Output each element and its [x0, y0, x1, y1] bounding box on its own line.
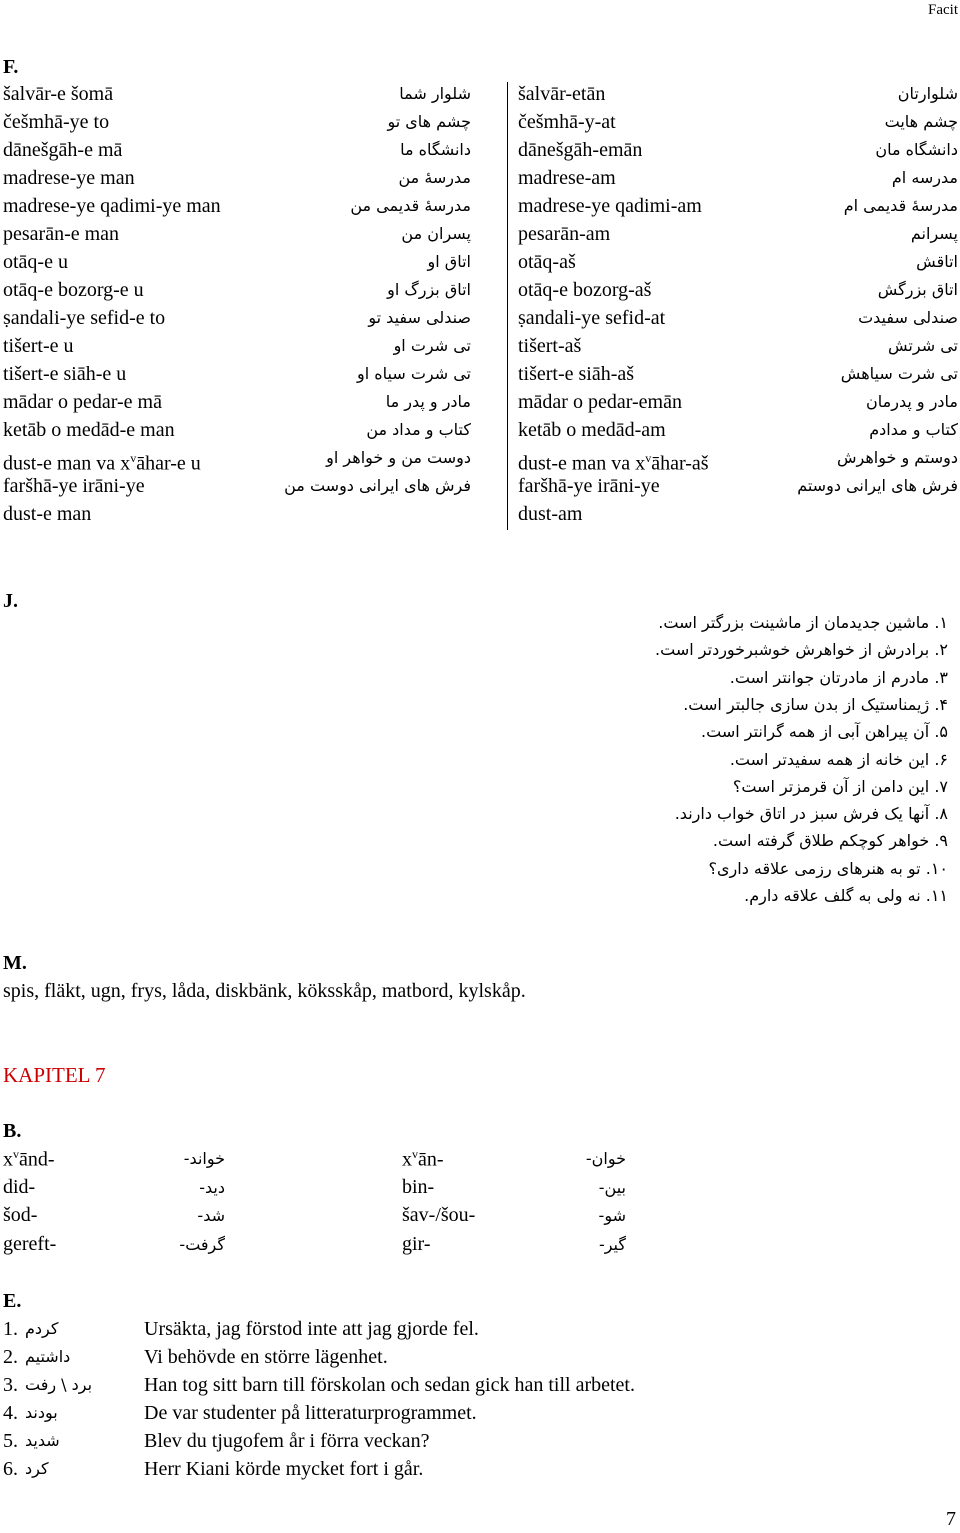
f-right-row [518, 248, 958, 276]
b-present-stem-latin [402, 1147, 444, 1172]
f-right-row [518, 304, 958, 332]
j-sentence: ۱۱. نه ولی به گلف علاقه دارم. [744, 886, 948, 905]
f-right-row [518, 500, 958, 528]
e-row [3, 1343, 763, 1371]
f-left-row [3, 472, 471, 500]
f-right-row [518, 276, 958, 304]
b-present-stem-persian: خوان- [585, 1149, 626, 1168]
f-left-latin-main: otāq-e u [3, 251, 68, 273]
f-left-row [3, 444, 471, 475]
f-right-persian: اتاق بزرگش [877, 280, 958, 299]
column-divider [507, 82, 508, 530]
f-left-latin-sup: v [130, 451, 137, 465]
f-left-latin-main: āhar-e u [136, 452, 201, 475]
b-present-latin-main: gir- [402, 1232, 431, 1255]
b-present-stem-latin [402, 1233, 430, 1256]
e-number: 6. [3, 1458, 18, 1480]
f-right-latin [518, 276, 651, 304]
j-sentence: ۶. این خانه از همه سفیدتر است. [729, 749, 948, 769]
f-left-latin [3, 220, 119, 248]
f-left-latin-main: madrese-ye qadimi-ye man [3, 195, 221, 217]
b-past-stem-latin [3, 1176, 35, 1199]
f-right-row [518, 416, 958, 444]
f-left-row [3, 192, 471, 220]
f-left-persian: فرش های ایرانی دوست من [284, 476, 471, 495]
f-right-row [518, 388, 958, 416]
e-row [3, 1315, 763, 1343]
f-left-latin [3, 500, 91, 528]
f-left-persian: تی شرت سیاه او [356, 364, 471, 383]
f-left-persian: مادر و پدر ما [385, 392, 471, 411]
f-right-latin-main: tišert-aš [518, 335, 582, 357]
f-right-persian: فرش های ایرانی دوستم [797, 476, 958, 495]
e-row [3, 1371, 763, 1399]
f-right-persian: کتاب و مدادم [869, 420, 958, 439]
f-right-latin-main: češmhā-y-at [518, 111, 616, 133]
f-right-row [518, 192, 958, 220]
e-row [3, 1399, 763, 1427]
f-left-persian: پسران من [401, 224, 471, 243]
f-left-latin-main: otāq-e bozorg-e u [3, 279, 144, 301]
e-number: 4. [3, 1402, 18, 1424]
f-left-latin-main: tišert-e siāh-e u [3, 363, 127, 385]
f-left-persian: تی شرت او [393, 336, 471, 355]
f-right-row [518, 164, 958, 192]
f-right-latin [518, 220, 610, 248]
f-left-latin [3, 360, 126, 388]
section-m-text: spis, fläkt, ugn, frys, låda, diskbänk, köksskåp, matbord, kylskåp. [3, 980, 526, 1002]
b-past-latin-main: did- [3, 1175, 36, 1198]
f-left-latin [3, 276, 144, 304]
e-persian-verb: کرد [25, 1459, 49, 1478]
f-left-persian: شلوار شما [399, 84, 471, 103]
f-right-row [518, 472, 958, 500]
f-left-latin [3, 192, 221, 220]
f-left-latin [3, 136, 122, 164]
b-present-latin-main: ān- [418, 1148, 444, 1171]
e-persian-verb: شدید [25, 1431, 60, 1450]
f-left-row [3, 360, 471, 388]
e-swedish-sentence: Blev du tjugofem år i förra veckan? [144, 1430, 430, 1452]
f-left-latin [3, 332, 74, 360]
f-left-latin-main: šalvār-e šomā [3, 83, 114, 105]
f-right-persian: دانشگاه مان [875, 140, 958, 159]
f-right-row [518, 360, 958, 388]
e-swedish-sentence: Ursäkta, jag förstod inte att jag gjorde fel. [144, 1318, 479, 1340]
f-left-latin-main: madrese-ye man [3, 167, 135, 189]
f-right-latin-main: otāq-aš [518, 251, 576, 273]
j-sentence: ۸. آنها یک فرش سبز در اتاق خواب دارند. [674, 804, 948, 824]
f-right-latin [518, 164, 616, 192]
b-past-latin-main: šod- [3, 1204, 38, 1226]
f-right-latin-main: madrese-ye qadimi-am [518, 195, 702, 217]
j-sentence: ۱. ماشین جدیدمان از ماشینت بزرگتر است. [658, 613, 948, 632]
e-swedish-sentence: Vi behövde en större lägenhet. [144, 1346, 388, 1368]
chapter-title: KAPITEL 7 [3, 1063, 106, 1087]
b-past-latin-pre: x [3, 1148, 13, 1171]
j-sentence: ۴. ژیمناستیک از بدن سازی جالبتر است. [683, 694, 948, 714]
f-right-persian: تی شرتش [888, 336, 958, 355]
f-right-row [518, 444, 958, 475]
f-left-latin [3, 164, 135, 192]
j-sentence: ۲. برادرش از خواهرش خوشبرخوردتر است. [655, 640, 948, 660]
b-past-stem-latin [3, 1147, 55, 1172]
b-present-latin-pre: x [402, 1148, 412, 1171]
f-right-latin-main: faršhā-ye irāni-ye [518, 475, 660, 497]
b-past-latin-main: ānd- [19, 1148, 55, 1171]
f-right-latin [518, 136, 642, 164]
f-left-row [3, 276, 471, 304]
e-number: 1. [3, 1318, 18, 1340]
f-right-latin-main: dānešgāh-emān [518, 139, 643, 161]
f-left-latin-main: ṣandali-ye sefid-e to [3, 307, 166, 329]
f-left-latin-main: tišert-e u [3, 335, 74, 357]
f-right-latin-main: mādar o pedar-emān [518, 391, 682, 413]
f-left-row [3, 108, 471, 136]
f-right-row [518, 136, 958, 164]
f-right-persian: تی شرت سیاهش [840, 364, 958, 383]
e-number: 5. [3, 1430, 18, 1452]
f-left-latin-main: ketāb o medād-e man [3, 419, 175, 441]
f-left-row [3, 220, 471, 248]
b-past-stem-persian: گرفت- [179, 1234, 225, 1254]
e-row [3, 1427, 763, 1455]
j-sentence: ۷. این دامن از آن قرمزتر است؟ [732, 776, 948, 796]
e-persian-verb: برد \ رفت [25, 1375, 93, 1394]
f-left-persian: دوست من و خواهر او [326, 448, 471, 467]
f-right-row [518, 80, 958, 108]
f-right-persian: مدرسه ام [891, 168, 958, 187]
f-left-latin [3, 80, 113, 108]
f-right-latin [518, 304, 665, 332]
b-past-latin-sup: v [13, 1147, 19, 1161]
f-right-latin [518, 416, 666, 444]
e-persian-verb: بودند [25, 1403, 58, 1422]
f-left-latin [3, 472, 145, 500]
f-right-persian: اتاقش [916, 252, 958, 271]
f-left-latin-main: dust-e man [3, 503, 92, 525]
f-left-latin [3, 248, 68, 276]
b-present-stem-latin [402, 1176, 434, 1199]
e-number: 2. [3, 1346, 18, 1368]
f-left-row [3, 388, 471, 416]
f-right-persian: چشم هایت [884, 112, 958, 131]
f-right-latin [518, 388, 682, 416]
f-right-row [518, 332, 958, 360]
f-right-latin-pre: dust-e man va x [518, 452, 646, 475]
f-left-latin-main: mādar o pedar-e mā [3, 391, 162, 413]
section-m-label: M. [3, 952, 27, 974]
f-left-latin [3, 108, 109, 136]
f-right-latin [518, 332, 581, 360]
b-past-stem-persian: خواند- [183, 1149, 225, 1168]
f-left-latin-main: dānešgāh-e mā [3, 139, 123, 161]
f-right-latin [518, 472, 660, 500]
f-right-latin-main: ṣandali-ye sefid-at [518, 307, 666, 329]
section-b-label: B. [3, 1120, 22, 1142]
f-left-persian: صندلی سفید تو [368, 308, 471, 327]
f-left-latin [3, 304, 165, 332]
b-past-stem-persian: شد- [197, 1206, 225, 1225]
f-right-latin [518, 108, 616, 136]
f-left-latin-main: češmhā-ye to [3, 111, 110, 133]
f-right-latin-main: otāq-e bozorg-aš [518, 279, 652, 301]
f-right-latin [518, 500, 582, 528]
f-right-latin-main: dust-am [518, 503, 583, 525]
f-right-latin-main: madrese-am [518, 167, 616, 189]
f-left-row [3, 500, 471, 528]
f-left-row [3, 80, 471, 108]
f-right-row [518, 108, 958, 136]
j-sentence: ۳. مادرم از مادرتان جوانتر است. [729, 667, 948, 687]
f-left-latin [3, 388, 162, 416]
b-present-stem-persian: گیر- [598, 1234, 626, 1254]
f-left-persian: دانشگاه ما [400, 140, 471, 159]
f-left-row [3, 136, 471, 164]
f-right-latin [518, 192, 702, 220]
section-f-label: F. [3, 56, 19, 78]
e-row [3, 1455, 763, 1483]
f-right-latin-sup: v [645, 451, 652, 465]
facit-header: Facit [928, 2, 958, 18]
f-left-row [3, 332, 471, 360]
j-sentence: ۹. خواهر کوچکم طلاق گرفته است. [712, 831, 948, 851]
f-left-row [3, 304, 471, 332]
e-number: 3. [3, 1374, 18, 1396]
f-left-row [3, 248, 471, 276]
f-right-persian: صندلی سفیدت [858, 308, 958, 327]
b-past-stem-latin [3, 1233, 56, 1256]
f-right-latin-main: ketāb o medād-am [518, 419, 666, 441]
b-present-stem-persian: شو- [598, 1206, 626, 1225]
f-right-persian: مادر و پدرمان [866, 392, 958, 411]
f-right-latin-main: āhar-aš [651, 452, 709, 475]
f-left-persian: اتاق بزرگ او [387, 280, 471, 299]
f-left-latin [3, 416, 175, 444]
b-past-latin-main: gereft- [3, 1232, 57, 1255]
f-right-persian: پسرانم [910, 224, 958, 243]
section-e-label: E. [3, 1290, 22, 1312]
f-left-latin-main: faršhā-ye irāni-ye [3, 475, 145, 497]
f-right-latin-main: šalvār-etān [518, 83, 606, 105]
f-left-persian: اتاق او [427, 252, 471, 271]
j-sentence: ۵. آن پیراهن آبی از همه گرانتر است. [701, 722, 948, 742]
e-swedish-sentence: Han tog sitt barn till förskolan och sedan gick han till arbetet. [144, 1374, 635, 1396]
f-left-persian: مدرسهٔ من [398, 168, 471, 187]
f-right-latin-main: pesarān-am [518, 223, 611, 245]
f-left-row [3, 164, 471, 192]
b-present-latin-main: bin- [402, 1175, 435, 1198]
b-present-stem-persian: بین- [598, 1177, 626, 1197]
f-right-persian: دوستم و خواهرش [836, 448, 958, 467]
f-left-row [3, 416, 471, 444]
b-present-latin-main: šav-/šou- [402, 1204, 476, 1226]
f-right-persian: مدرسهٔ قدیمی ام [843, 196, 958, 215]
b-present-stem-latin [402, 1204, 475, 1227]
j-sentence: ۱۰. تو به هنرهای رزمی علاقه داری؟ [708, 858, 948, 878]
e-persian-verb: داشتیم [25, 1347, 71, 1366]
e-persian-verb: کردم [25, 1319, 59, 1338]
b-past-stem-latin [3, 1204, 37, 1227]
f-right-row [518, 220, 958, 248]
f-right-latin [518, 360, 634, 388]
f-left-persian: مدرسهٔ قدیمی من [350, 196, 471, 215]
f-left-persian: کتاب و مداد من [366, 420, 471, 439]
e-swedish-sentence: Herr Kiani körde mycket fort i går. [144, 1458, 424, 1480]
f-left-persian: چشم های تو [387, 112, 471, 131]
f-left-latin-main: pesarān-e man [3, 223, 120, 245]
b-past-stem-persian: دید- [199, 1177, 225, 1197]
f-right-persian: شلوارتان [897, 84, 958, 103]
page-number: 7 [946, 1508, 956, 1530]
f-right-latin [518, 80, 605, 108]
b-present-latin-sup: v [412, 1147, 418, 1161]
section-j-label: J. [3, 590, 18, 612]
f-right-latin [518, 248, 576, 276]
f-right-latin-main: tišert-e siāh-aš [518, 363, 635, 385]
f-left-latin-pre: dust-e man va x [3, 452, 131, 475]
e-swedish-sentence: De var studenter på litteraturprogrammet. [144, 1402, 477, 1424]
